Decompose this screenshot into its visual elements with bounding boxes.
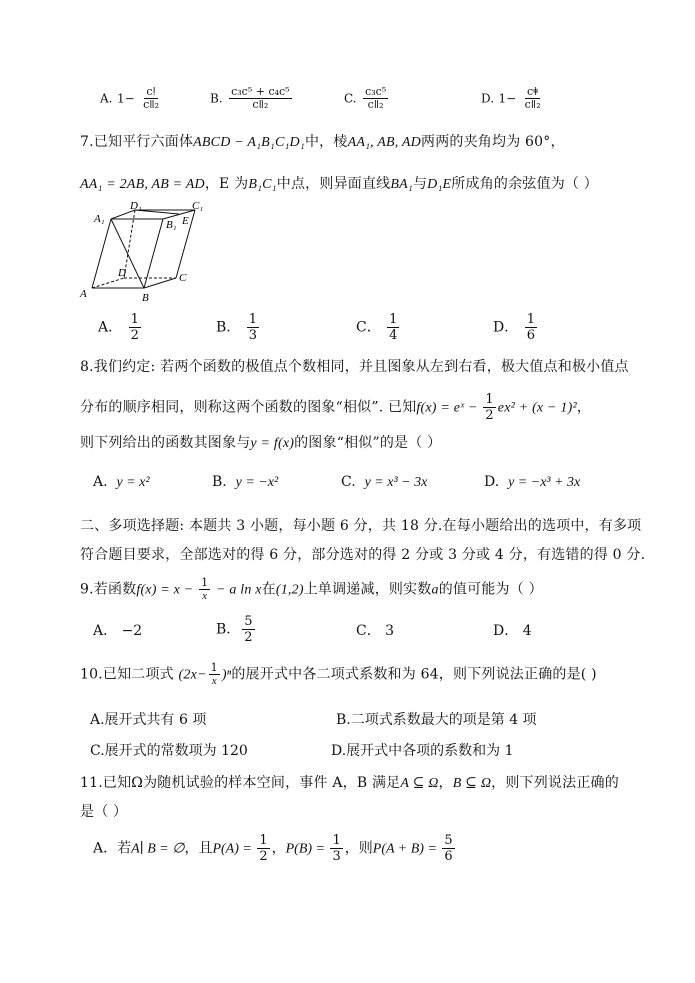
q6-option-a[interactable] [100, 86, 163, 111]
q10-fraction [209, 662, 220, 687]
q9-option-d-letter: D． [493, 623, 519, 639]
q6-option-d-fraction [523, 86, 543, 111]
q11-text-2: ， [438, 775, 453, 791]
label-e: E [182, 215, 189, 227]
q6-option-b[interactable] [210, 86, 294, 111]
q11-a-frac-3-den: 6 [444, 849, 453, 864]
q9-text-1: 9.若函数 [80, 581, 137, 598]
q9-option-b-fraction [242, 614, 254, 645]
q6-option-a-fraction [141, 86, 161, 111]
q6-option-c-fraction [363, 86, 388, 111]
edge-a-d [92, 278, 124, 288]
q8-option-d-letter: D. [484, 474, 500, 490]
q8-math-3: y = f(x) [250, 436, 295, 451]
q6-option-c-num: c₃c⁵ [365, 85, 387, 98]
q11-text-1: 11.已知Ω为随机试验的样本空间，事件 A，B 满足 [80, 775, 401, 791]
section2-instructions-line2: 符合题目要求，全部选对的得 6 分，部分选对的得 2 分或 3 分或 4 分，有选错的得 0 分. [80, 547, 646, 563]
q11-a-frac-2 [330, 833, 342, 864]
q6-option-c-den: cǁ₂ [367, 98, 384, 111]
q8-option-b-letter: B. [212, 474, 227, 490]
q10-frac-num: 1 [210, 661, 218, 674]
q10-text-2: 的展开式中各二项式系数和为 64，则下列说法正确的是( ) [231, 666, 597, 683]
q11-a-frac-2-num: 1 [332, 833, 341, 848]
q11-a-frac-1 [257, 833, 269, 864]
q6-option-a-prefix: 1− [116, 91, 135, 106]
q11-math-1: A ⊆ Ω [400, 776, 439, 791]
q6-option-b-letter: B. [210, 91, 223, 106]
q9-math-2: − a ln x [212, 582, 262, 598]
q6-option-d-letter: D. [481, 91, 495, 106]
q10-math-1: (2x− [178, 667, 207, 683]
q8-frac-num: 1 [485, 392, 494, 407]
q6-option-a-den: cǁ₂ [143, 98, 160, 111]
q7-option-b[interactable] [216, 312, 261, 343]
q8-option-a[interactable] [93, 474, 150, 491]
edge-b-c [144, 278, 176, 288]
q10-option-a[interactable]: A.展开式共有 6 项 [90, 712, 207, 728]
q8-text-1: 分布的顺序相同，则称这两个函数的图象“相似”. 已知 [80, 399, 417, 416]
edge-b1-c1 [163, 210, 195, 219]
q8-option-b-expr: y = −x² [235, 475, 279, 490]
q6-option-c[interactable] [344, 86, 390, 111]
q9-option-c-letter: C． [356, 623, 381, 639]
q11-text-3: ，则下列说法正确的 [491, 775, 619, 791]
q9-math-1: f(x) = x − [136, 582, 198, 598]
q9-option-a[interactable] [93, 620, 142, 640]
q11-stem-line2: 是（ ） [80, 804, 128, 820]
q7-option-a-den: 2 [130, 328, 139, 343]
q9-option-b-den: 2 [244, 630, 253, 645]
section2-instructions-line1: 二、多项选择题: 本题共 3 小题，每小题 6 分，共 18 分.在每小题给出的选项中，有多项 [80, 518, 642, 534]
q7-option-c-fraction [387, 312, 399, 343]
q8-fraction [483, 392, 495, 423]
q7-option-c-num: 1 [389, 312, 398, 327]
label-b: B [142, 292, 149, 304]
q8-option-d-expr: y = −x³ + 3x [508, 475, 581, 490]
label-a: A [80, 288, 87, 300]
q11-a-text-2: ，且 [184, 840, 213, 857]
q9-frac-den: x [202, 590, 208, 602]
q8-option-a-letter: A. [93, 474, 108, 490]
edge-a1-a [92, 219, 111, 288]
q7-math-6: D₁E [427, 177, 452, 192]
q8-math-1: f(x) = eˣ − [416, 400, 482, 416]
q7-option-d-den: 6 [526, 328, 535, 343]
q11-a-math-3: P(B) = [285, 841, 329, 857]
q9-text-4: 的值可能为（ ） [438, 581, 543, 598]
q7-option-a-num: 1 [130, 312, 139, 327]
q7-option-d[interactable] [493, 312, 539, 343]
q9-option-a-text: −2 [121, 623, 143, 639]
q7-text-7: 所成角的余弦值为（ ） [451, 176, 598, 192]
q9-stem [80, 577, 543, 602]
q8-option-a-expr: y = x² [116, 475, 150, 490]
q8-option-b[interactable] [212, 474, 278, 491]
q7-option-b-letter: B． [216, 319, 241, 336]
q8-option-c-letter: C. [341, 474, 356, 490]
q6-option-a-num: cǃ [146, 85, 156, 98]
q10-stem [80, 662, 597, 687]
q11-a-math-2: P(A) = [212, 841, 256, 857]
q7-math-4: B₁C₁ [248, 177, 277, 192]
q7-text-5: 中点，则异面直线 [276, 176, 391, 192]
q11-a-frac-2-den: 3 [332, 849, 341, 864]
q10-text-1: 10.已知二项式 [80, 666, 174, 683]
q7-option-b-den: 3 [248, 328, 258, 343]
q8-option-c-expr: y = x³ − 3x [364, 475, 428, 490]
q7-text-2: 中，棱 [304, 134, 348, 150]
q8-stem-line3 [80, 432, 441, 452]
q7-option-b-fraction [247, 312, 259, 343]
q9-fraction [199, 577, 210, 602]
q9-option-b-letter: B． [216, 621, 241, 638]
q7-option-c-letter: C． [356, 319, 381, 336]
q7-text-6: 与 [412, 176, 428, 192]
q7-option-a-letter: A． [98, 319, 123, 336]
q11-a-text-4: ，则 [344, 840, 373, 857]
q9-math-3: (1,2) [275, 582, 304, 598]
q11-a-text-1: A．若 [93, 840, 132, 857]
q11-a-frac-3 [442, 833, 454, 864]
q6-option-a-letter: A. [100, 91, 113, 106]
q11-a-frac-1-den: 2 [259, 849, 268, 864]
q11-stem-line1 [80, 772, 619, 792]
q7-option-d-letter: D． [493, 319, 519, 336]
q9-math-4: a [431, 582, 439, 598]
q9-option-d[interactable] [493, 620, 532, 640]
q6-option-b-fraction [229, 86, 292, 111]
q9-option-d-text: 4 [522, 623, 532, 639]
q10-math-2: )ⁿ [221, 667, 232, 683]
q11-a-math-4: P(A + B) = [372, 841, 441, 857]
q7-text-1: 7.已知平行六面体 [80, 134, 194, 150]
q6-option-d-num: cǂ [527, 85, 539, 98]
q8-math-2: ex² + (x − 1)² [497, 400, 577, 416]
label-d1: D₁ [130, 202, 142, 212]
q9-option-b-num: 5 [244, 614, 253, 629]
q8-text-4: 的图象“相似”的是（ ） [294, 435, 442, 451]
q8-stem-line2 [80, 392, 591, 423]
q6-option-d-prefix: 1− [498, 91, 517, 106]
q7-stem-line1 [80, 131, 565, 151]
q11-math-2: B ⊆ Ω [452, 776, 492, 791]
q7-option-a[interactable] [98, 312, 143, 343]
parallelepiped-figure [78, 202, 218, 304]
label-d: D [118, 267, 126, 279]
q9-text-3: 上单调递减，则实数 [303, 581, 432, 598]
q7-option-c-den: 4 [389, 328, 398, 343]
q6-option-d[interactable] [481, 86, 545, 111]
q9-text-2: 在 [261, 581, 276, 598]
q6-option-d-den: cǁ₂ [524, 98, 541, 111]
q7-option-c[interactable] [356, 312, 401, 343]
q9-option-a-letter: A． [93, 623, 118, 639]
q7-option-a-fraction [129, 312, 141, 343]
label-b1: B₁ [166, 219, 177, 231]
label-c: C [179, 272, 187, 284]
q11-a-text-3: ， [271, 840, 286, 857]
q10-option-b[interactable]: B.二项式系数最大的项是第 4 项 [336, 712, 537, 728]
q6-option-b-den: cǁ₂ [252, 98, 269, 111]
label-c1: C₁ [192, 202, 204, 212]
q7-option-d-num: 1 [526, 312, 535, 327]
q7-text-3: 两两的夹角均为 60°， [421, 134, 565, 150]
q7-math-1: ABCD − A₁B₁C₁D₁ [193, 135, 305, 150]
q9-frac-num: 1 [201, 576, 209, 589]
q7-math-3: AA₁ = 2AB, AB = AD [80, 177, 205, 192]
q6-option-b-num: c₃c⁵ + c₄c⁵ [231, 85, 290, 98]
q7-math-2: AA₁, AB, AD [347, 135, 421, 150]
q8-stem-line1: 8.我们约定: 若两个函数的极值点个数相同，并且图象从左到右看，极大值点和极小值点 [80, 359, 629, 375]
q8-frac-den: 2 [485, 408, 494, 423]
q7-stem-line2 [80, 173, 598, 193]
q11-a-math-1: A∣ B = ∅ [131, 841, 185, 857]
q8-option-c[interactable] [341, 474, 427, 491]
label-a1: A₁ [94, 213, 105, 225]
q8-text-3: 则下列给出的函数其图象与 [80, 435, 251, 451]
q11-option-a[interactable] [93, 833, 457, 864]
q9-option-b[interactable] [216, 614, 257, 645]
q7-option-d-fraction [525, 312, 537, 343]
q11-a-frac-1-num: 1 [259, 833, 268, 848]
q8-option-d[interactable] [484, 474, 580, 491]
q8-text-2: ， [576, 399, 592, 416]
q9-option-c-text: 3 [385, 623, 395, 639]
q7-math-5: BA₁ [390, 177, 413, 192]
q7-text-4: ，E 为 [204, 176, 249, 192]
q10-option-d[interactable]: D.展开式中各项的系数和为 1 [331, 743, 514, 759]
q10-frac-den: x [211, 675, 217, 687]
q10-option-c[interactable]: C.展开式的常数项为 120 [90, 743, 248, 759]
q9-option-c[interactable] [356, 620, 394, 640]
q11-a-frac-3-num: 5 [444, 833, 453, 848]
q6-option-c-letter: C. [344, 91, 357, 106]
q7-option-b-num: 1 [248, 312, 258, 327]
